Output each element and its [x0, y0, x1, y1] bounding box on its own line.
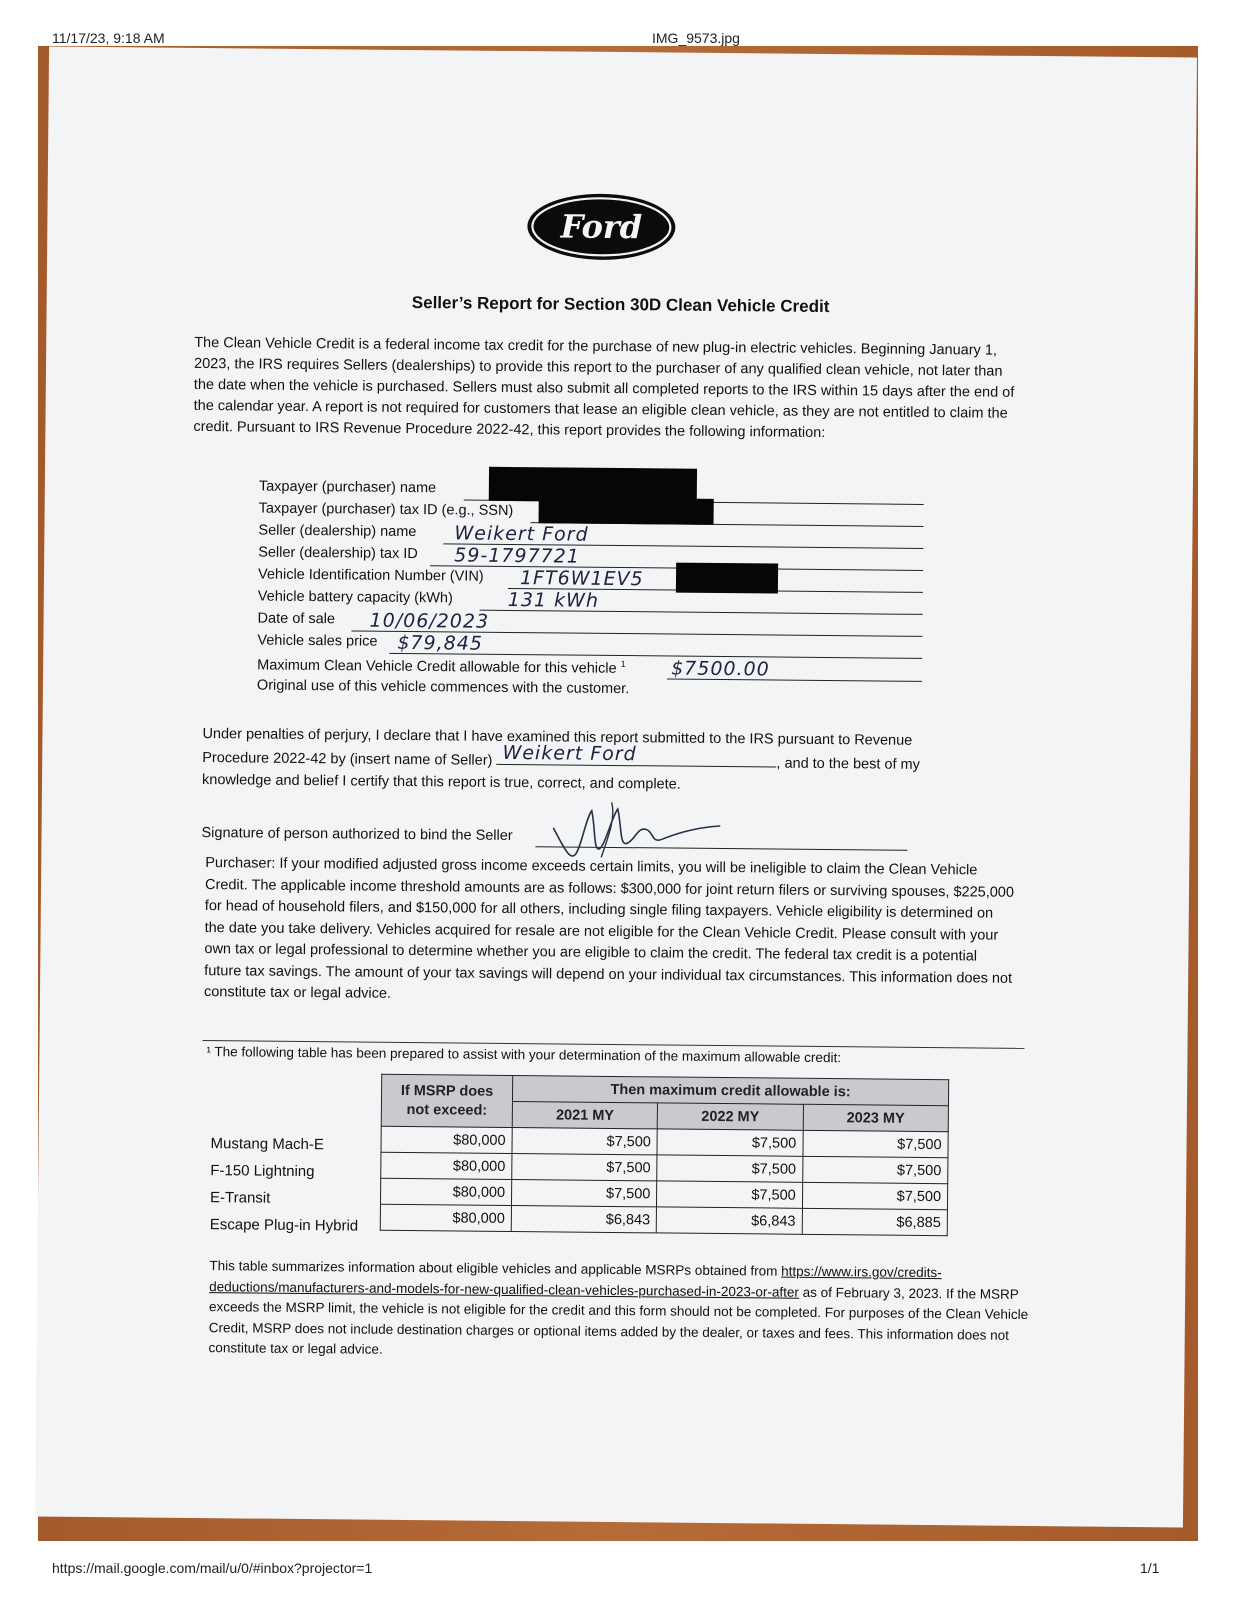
document-title: Seller’s Report for Section 30D Clean Vehicle Credit [411, 293, 830, 317]
cell-credit: $6,843 [657, 1207, 803, 1234]
cell-msrp: $80,000 [381, 1152, 512, 1179]
header-year: 2023 MY [803, 1104, 949, 1131]
cell-msrp: $80,000 [380, 1204, 511, 1231]
battery-value: 131 kWh [507, 588, 600, 612]
print-page-number: 1/1 [1140, 1560, 1160, 1576]
intro-paragraph: The Clean Vehicle Credit is a federal income tax credit for the purchase of new plug-in electric vehicles. Beginning January 1, 2023, the IRS requires Sellers (dealerships) to provide this report to the purchaser of any qualified clean vehicle, not later than the date when the vehicle is purchased. Sellers must also submit all completed reports to the IRS within 15 days after the end of the calendar year. A report is not required for customers that lease an eligible clean vehicle, as they are not entitled to claim the credit. Pursuant to IRS Revenue Procedure 2022-42, this report provides the following information: [193, 334, 1015, 441]
seller-name-label: Seller (dealership) name [258, 522, 417, 541]
date-of-sale-label: Date of sale [257, 610, 336, 628]
declaration [202, 723, 973, 798]
vehicle-name: Escape Plug-in Hybrid [209, 1216, 359, 1235]
ford-logo-text: Ford [560, 207, 643, 247]
header-credit: Then maximum credit allowable is: [512, 1076, 948, 1106]
vin-label: Vehicle Identification Number (VIN) [257, 566, 484, 585]
cell-credit: $7,500 [657, 1129, 803, 1156]
taxpayer-name-label: Taxpayer (purchaser) name [258, 478, 437, 497]
redacted-vin-suffix [676, 563, 778, 594]
seller-name-fill-line [496, 741, 776, 768]
document-page [35, 47, 1197, 1528]
print-url: https://mail.google.com/mail/u/0/#inbox?projector=1 [52, 1560, 373, 1576]
vehicle-name: Mustang Mach-E [210, 1135, 325, 1154]
cell-credit: $7,500 [511, 1180, 657, 1207]
cell-credit: $7,500 [802, 1182, 948, 1209]
taxpayer-tax-id-label: Taxpayer (purchaser) tax ID (e.g., SSN) [258, 500, 514, 520]
max-credit-value: $7500.00 [671, 657, 770, 681]
purchaser-notice: Purchaser: If your modified adjusted gross income exceeds certain limits, you will be ineligible to claim the Clean Vehicle Credit. The applicable income threshold amounts are as follows: $300,000 for joint return filers or surviving spouses, $225,000 for head of household filers, and $150,000 for all others, including single filing taxpayers. Vehicle eligibility is determined on the date you take delivery. Vehicles acquired for resale are not eligible for the Clean Vehicle Credit. Please consult with your own tax or legal professional to determine whether you are eligible to claim the credit. The federal tax credit is a potential future tax savings. The amount of your tax savings will depend on your individual tax circumstances. This information does not constitute tax or legal advice. [203, 855, 1015, 1002]
table-footnote: ¹ The following table has been prepared to assist with your determination of the maximum allowable credit: [206, 1044, 842, 1066]
original-use-text: Original use of this vehicle commences with the customer. [256, 677, 630, 698]
header-year: 2022 MY [658, 1103, 804, 1130]
battery-label: Vehicle battery capacity (kWh) [257, 588, 453, 607]
print-filename: IMG_9573.jpg [652, 30, 740, 46]
print-datetime: 11/17/23, 9:18 AM [52, 30, 165, 46]
declaration-line-2-post: , and to the best of my [776, 755, 920, 773]
vehicle-name: F-150 Lightning [210, 1162, 315, 1181]
cell-msrp: $80,000 [381, 1126, 512, 1153]
date-of-sale-value: 10/06/2023 [369, 609, 490, 633]
redacted-taxpayer-tax-id [539, 497, 714, 525]
declaration-line-1: Under penalties of perjury, I declare that I have examined this report submitted to the IRS pursuant to Revenue [202, 726, 913, 749]
ford-logo [525, 191, 678, 262]
max-credit-footnote-ref: 1 [620, 659, 626, 670]
signature-label: Signature of person authorized to bind the Seller [201, 825, 513, 845]
cell-credit: $7,500 [512, 1128, 658, 1155]
cell-credit: $6,885 [802, 1208, 948, 1235]
table-row [380, 1204, 947, 1235]
seller-tax-id-value: 59-1797721 [454, 544, 580, 568]
declaration-line-3: knowledge and belief I certify that this report is true, correct, and complete. [201, 772, 681, 793]
max-credit-label: Maximum Clean Vehicle Credit allowable for this vehicle [257, 657, 617, 677]
summary-post: as of February 3, 2023. If the MSRP exceeds the MSRP limit, the vehicle is not eligible for the credit and this form should not be completed. For purposes of the Clean Vehicle Credit, MSRP does not include destination charges or optional items added by the dealer, or taxes and fees. This information does not constitute tax or legal advice. [208, 1284, 1029, 1357]
credit-table [380, 1074, 949, 1236]
sales-price-value: $79,845 [397, 631, 484, 655]
sales-price-label: Vehicle sales price [257, 632, 378, 650]
declaration-line-2-pre: Procedure 2022-42 by (insert name of Seller) [202, 750, 493, 769]
seller-name-value: Weikert Ford [454, 522, 589, 546]
cell-msrp: $80,000 [380, 1178, 511, 1205]
cell-credit: $7,500 [803, 1130, 949, 1157]
cell-credit: $6,843 [511, 1206, 657, 1233]
cell-credit: $7,500 [802, 1156, 948, 1183]
cell-credit: $7,500 [657, 1155, 803, 1182]
declaration-seller-name: Weikert Ford [502, 741, 637, 766]
header-year: 2021 MY [512, 1102, 658, 1129]
vin-value: 1FT6W1EV5 [519, 567, 644, 591]
irs-link[interactable]: https://www.irs.gov/credits-deductions/manufacturers-and-models-for-new-qualified-clean-vehicles-purchased-in-2023-or-after [209, 1263, 942, 1300]
signature-row [201, 811, 921, 858]
table-summary [208, 1256, 1035, 1366]
vehicle-name: E-Transit [209, 1189, 271, 1207]
summary-pre: This table summarizes information about eligible vehicles and applicable MSRPs obtained from [209, 1258, 782, 1279]
cell-credit: $7,500 [512, 1154, 658, 1181]
vehicle-names [210, 1130, 359, 1239]
cell-credit: $7,500 [657, 1181, 803, 1208]
seller-tax-id-label: Seller (dealership) tax ID [258, 544, 418, 563]
header-msrp: If MSRP does not exceed: [381, 1074, 512, 1127]
